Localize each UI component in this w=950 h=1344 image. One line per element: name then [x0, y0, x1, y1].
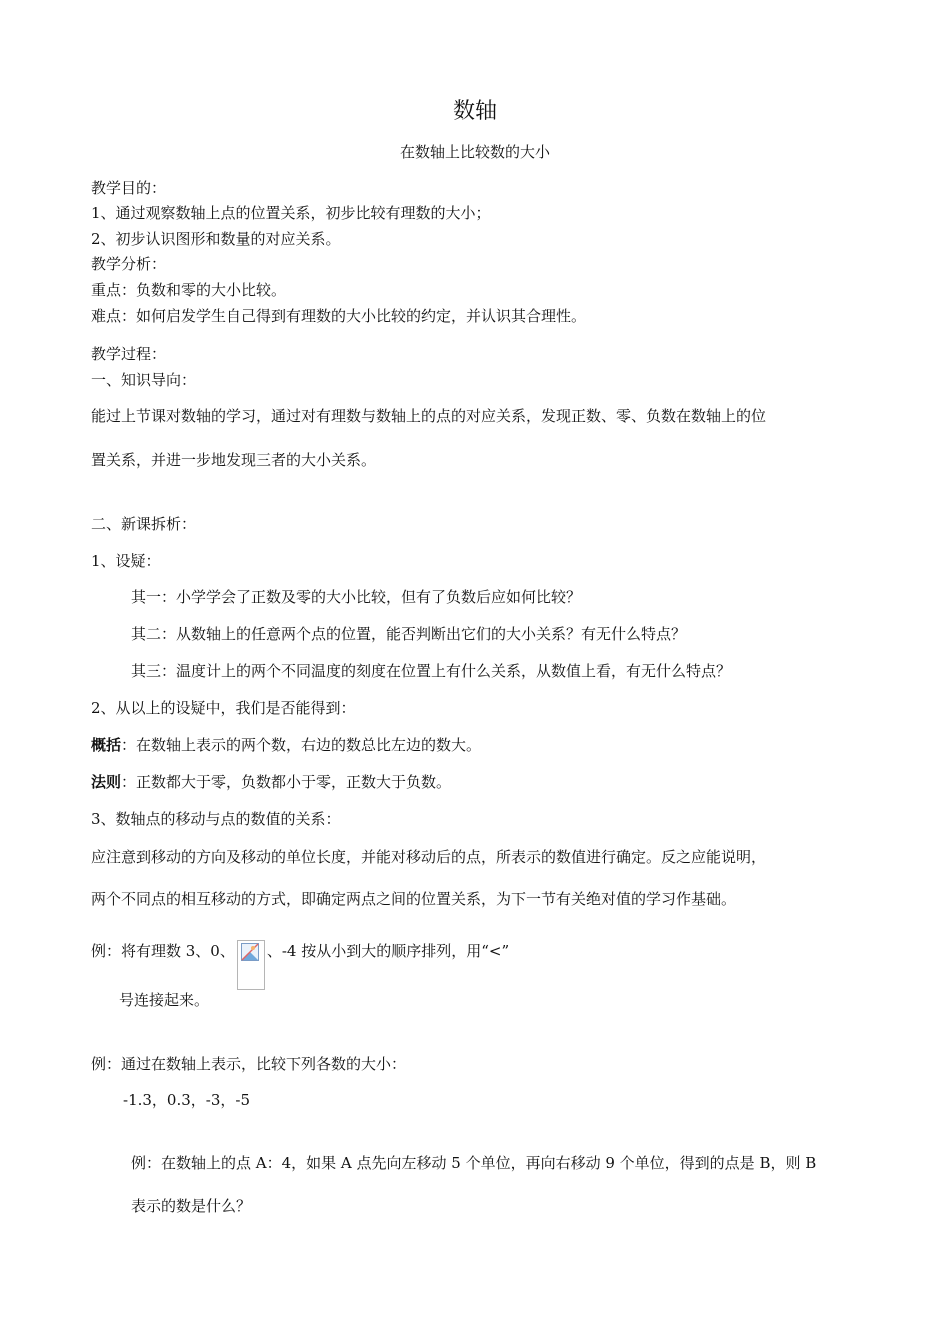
goal-item-1: 1、通过观察数轴上点的位置关系，初步比较有理数的大小； [91, 204, 491, 222]
movement-paragraph-line-2: 两个不同点的相互移动的方式，即确定两点之间的位置关系，为下一节有关绝对值的学习作基础。 [91, 890, 737, 908]
rule-label: 法则 [91, 773, 122, 791]
example-3-line-1: 例：在数轴上的点 A：4，如果 A 点先向左移动 5 个单位，再向右移动 9 个单位，得到的点是 B，则 B [131, 1154, 817, 1172]
movement-heading: 3、数轴点的移动与点的数值的关系： [91, 810, 341, 828]
movement-paragraph-line-1: 应注意到移动的方向及移动的单位长度，并能对移动后的点，所表示的数值进行确定。反之应能说明， [91, 848, 767, 866]
question-3: 其三：温度计上的两个不同温度的刻度在位置上有什么关系，从数值上看，有无什么特点？ [131, 662, 732, 680]
example-3-line-2: 表示的数是什么？ [131, 1197, 252, 1215]
example-2-numbers: -1.3，0.3，-3，-5 [123, 1091, 251, 1109]
goal-item-2: 2、初步认识图形和数量的对应关系。 [91, 230, 341, 248]
example-2-line: 例：通过在数轴上表示，比较下列各数的大小： [91, 1055, 407, 1073]
questions-heading: 1、设疑： [91, 552, 161, 570]
summary-text: ：在数轴上表示的两个数，右边的数总比左边的数大。 [121, 736, 482, 754]
section-1-paragraph-line-1: 能过上节课对数轴的学习，通过对有理数与数轴上的点的对应关系，发现正数、零、负数在数轴上的位 [91, 407, 767, 425]
key-point: 重点：负数和零的大小比较。 [91, 281, 287, 299]
question-1: 其一：小学学会了正数及零的大小比较，但有了负数后应如何比较？ [131, 588, 582, 606]
conclusion-heading: 2、从以上的设疑中，我们是否能得到： [91, 699, 356, 717]
rule-text: ：正数都大于零，负数都小于零，正数大于负数。 [121, 773, 452, 791]
rule-line [91, 772, 451, 792]
goal-heading: 教学目的： [91, 179, 167, 197]
analysis-heading: 教学分析： [91, 255, 167, 273]
question-2: 其二：从数轴上的任意两个点的位置，能否判断出它们的大小关系？有无什么特点？ [131, 625, 687, 643]
section-1-paragraph-line-2: 置关系，并进一步地发现三者的大小关系。 [91, 451, 377, 469]
example-1-text-b: 、-4 按从小到大的顺序排列，用“<” [266, 942, 510, 960]
section-1-heading: 一、知识导向： [91, 371, 197, 389]
example-1-line [91, 940, 509, 990]
example-1-continuation: 号连接起来。 [119, 991, 210, 1009]
summary-label: 概括 [91, 736, 122, 754]
example-1-text-a: 例：将有理数 3、0、 [91, 942, 235, 960]
document-title: 数轴 [452, 99, 497, 124]
missing-image-placeholder [237, 940, 265, 990]
summary-line [91, 735, 481, 755]
difficulty-point: 难点：如何启发学生自己得到有理数的大小比较的约定，并认识其合理性。 [91, 307, 587, 325]
process-heading: 教学过程： [91, 345, 167, 363]
document-subtitle: 在数轴上比较数的大小 [399, 143, 550, 161]
section-2-heading: 二、新课拆析： [91, 515, 197, 533]
